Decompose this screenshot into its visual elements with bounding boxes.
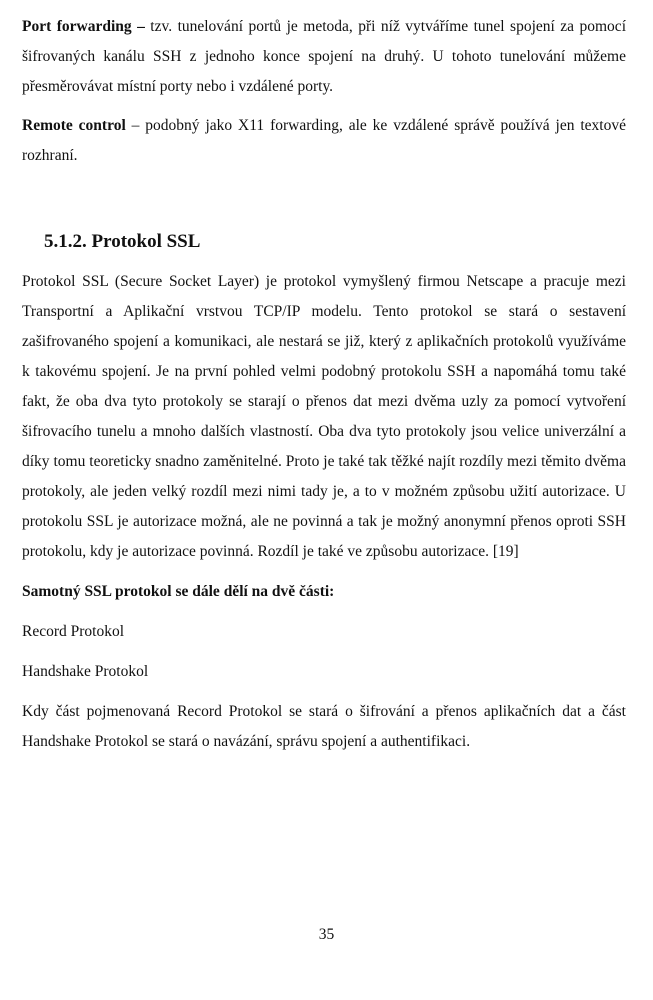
- section-heading: [44, 231, 626, 253]
- port-forwarding-paragraph: [22, 12, 626, 102]
- section-title: Protokol SSL: [91, 231, 201, 252]
- port-forwarding-text: tzv. tunelování portů je metoda, při níž vytváříme tunel spojení za pomocí šifrovaných kanálu SSH z jednoho konce spojení na druhý. U tohoto tunelování můžeme přesměrovávat místní porty nebo i vzdálené porty.: [22, 18, 626, 95]
- section-number: 5.1.2.: [44, 231, 87, 252]
- port-forwarding-term: Port forwarding –: [22, 18, 145, 35]
- ssl-intro-paragraph: Protokol SSL (Secure Socket Layer) je protokol vymyšlený firmou Netscape a pracuje mezi Transportní a Aplikační vrstvou TCP/IP modelu. Tento protokol se stará o sestavení zašifrovaného spojení a komunikaci, ale nestará se již, který z aplikačních protokolů využíváme k takovému spojení. Je na první pohled velmi podobný protokolu SSH a napomáhá tomu také fakt, že oba dva tyto protokoly se starají o přenos dat mezi dvěma uzly za pomocí vytvoření šifrovacího tunelu a mnoho dalších vlastností. Oba dva tyto protokoly jsou velice univerzální a díky tomu teoreticky snadno zaměnitelné. Proto je také tak těžké najít rozdíly mezi těmito dvěma protokoly, ale jeden velký rozdíl mezi nimi tady je, a to v možném způsobu užití autorizace. U protokolu SSL je autorizace možná, ale ne povinná a tak je možný anonymní přenos oproti SSH protokolu, kdy je autorizace povinná. Rozdíl je také ve způsobu autorizace. [19]: [22, 273, 626, 560]
- closing-paragraph: Kdy část pojmenovaná Record Protokol se stará o šifrování a přenos aplikačních dat a část Handshake Protokol se stará o navázání, správu spojení a authentifikaci.: [22, 703, 626, 750]
- ssl-parts-subheading: Samotný SSL protokol se dále dělí na dvě části:: [22, 583, 335, 600]
- remote-control-text: – podobný jako X11 forwarding, ale ke vzdálené správě používá jen textové rozhraní.: [22, 117, 626, 164]
- remote-control-term: Remote control: [22, 117, 126, 134]
- page-number: 35: [318, 926, 335, 943]
- document-page: [22, 12, 626, 757]
- record-protokol-item: Record Protokol: [22, 623, 125, 640]
- handshake-protokol-item: Handshake Protokol: [22, 663, 149, 680]
- remote-control-paragraph: [22, 111, 626, 171]
